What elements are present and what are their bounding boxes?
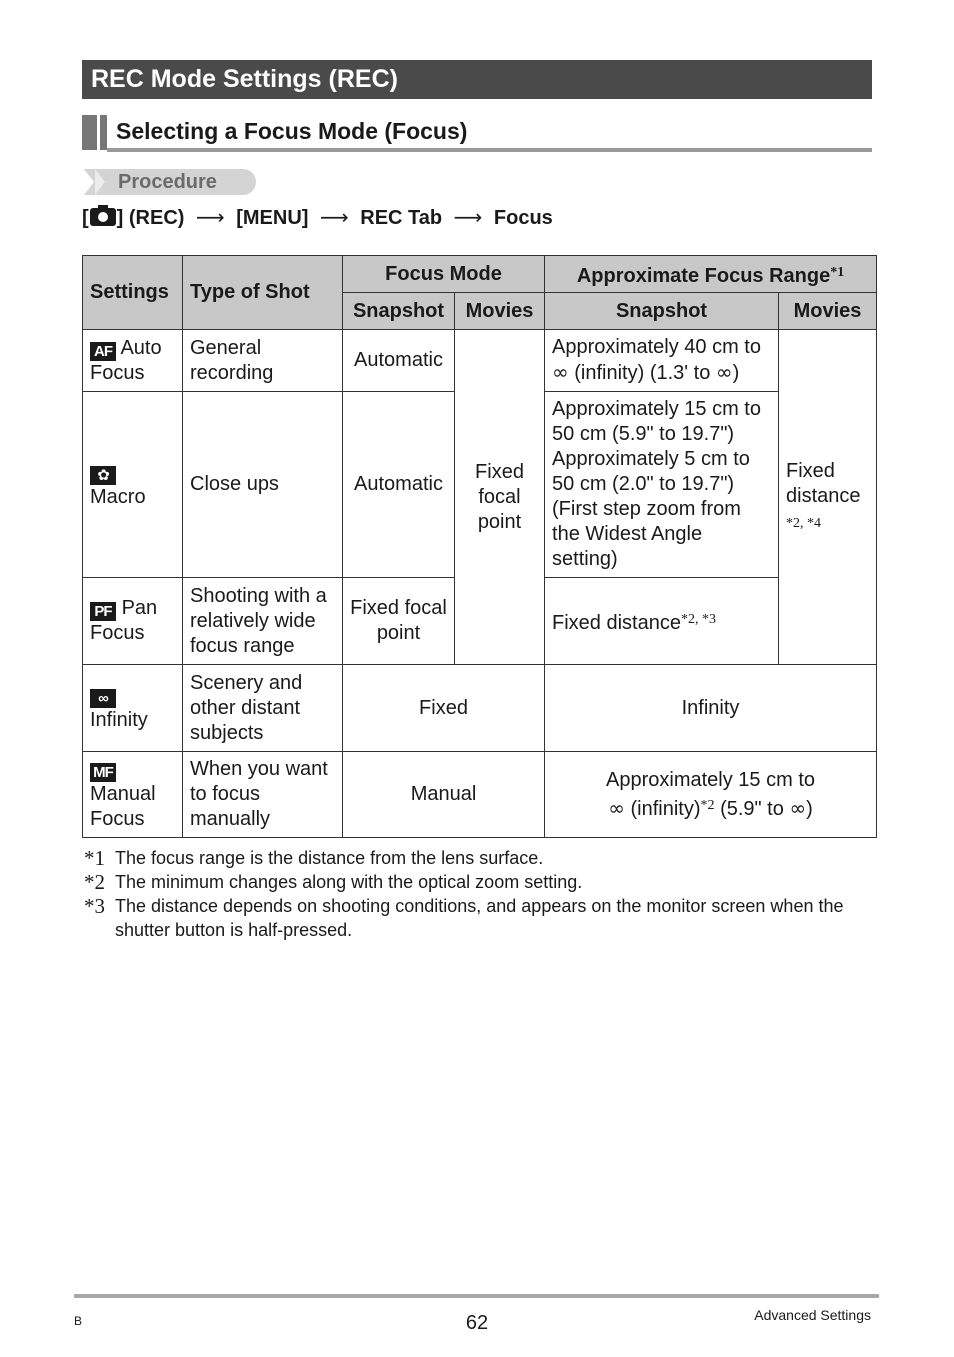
path-rec: ] (REC) — [116, 207, 185, 229]
procedure-badge — [84, 169, 256, 195]
movies-mode-cell — [455, 330, 545, 665]
setting-label: Focus — [90, 622, 145, 644]
footnote-ref: *2 — [700, 797, 715, 813]
header-movies: Movies — [455, 293, 545, 330]
range-text: (infinity) (1.3' to — [574, 362, 711, 384]
range-cell — [545, 752, 877, 838]
range-text: Approximately 15 cm to — [552, 398, 761, 420]
range-text: 50 cm (2.0" to 19.7") — [552, 473, 735, 495]
header-settings: Settings — [83, 256, 183, 330]
type-cell: Scenery and other distant subjects — [183, 665, 343, 752]
subsection-title: Selecting a Focus Mode (Focus) — [116, 118, 468, 144]
type-cell: General recording — [183, 330, 343, 392]
setting-cell — [83, 752, 183, 838]
range-text: (infinity) — [630, 797, 701, 820]
range-text: setting) — [552, 548, 618, 570]
header-snapshot: Snapshot — [545, 293, 779, 330]
range-text: the Widest Angle — [552, 523, 703, 545]
table-row — [83, 330, 877, 392]
range-text: Fixed distance — [552, 611, 681, 634]
snapshot-range-cell — [545, 392, 779, 578]
header-marker — [100, 115, 107, 150]
infinity-icon: ∞ — [552, 360, 569, 384]
footer-section-name: Advanced Settings — [754, 1307, 871, 1323]
range-text: 50 cm (5.9" to 19.7") — [552, 423, 735, 445]
table-row — [83, 665, 877, 752]
snapshot-mode-cell: Automatic — [343, 392, 455, 578]
footnotes — [84, 846, 874, 942]
header-approx-range-label: Approximate Focus Range — [576, 264, 831, 287]
chevron-icon — [84, 169, 94, 195]
movies-range-line: distance — [786, 484, 861, 507]
footnote-mark: *2 — [84, 870, 105, 894]
arrow-right-icon: ⟶ — [320, 207, 349, 229]
focus-mode-table — [82, 255, 877, 838]
manual-focus-icon: MF — [90, 763, 116, 782]
setting-cell — [83, 392, 183, 578]
header-focus-mode: Focus Mode — [343, 256, 545, 293]
infinity-icon: ∞ — [715, 360, 733, 384]
subsection-header — [82, 113, 872, 153]
setting-label: Pan — [121, 597, 158, 619]
header-snapshot: Snapshot — [343, 293, 455, 330]
footer-rule — [74, 1294, 879, 1298]
procedure-label: Procedure — [118, 171, 217, 193]
header-type-of-shot: Type of Shot — [183, 256, 343, 330]
setting-label: Manual Focus — [90, 783, 156, 830]
range-text: Approximately 40 cm to — [552, 336, 761, 358]
header-approx-range — [545, 256, 877, 293]
footnote — [84, 846, 874, 870]
footnote-ref: *2, *3 — [680, 611, 716, 627]
type-cell: Shooting with a relatively wide focus range — [183, 578, 343, 665]
focus-mode-cell: Manual — [343, 752, 545, 838]
snapshot-mode-cell: Automatic — [343, 330, 455, 392]
movies-mode-line: focal — [478, 485, 521, 508]
range-text: (5.9" to — [720, 797, 784, 820]
path-focus: Focus — [493, 207, 553, 229]
header-underline — [107, 148, 872, 152]
footnote — [84, 870, 874, 894]
infinity-icon: ∞ — [608, 795, 625, 820]
setting-cell — [83, 330, 183, 392]
path-open-bracket: [ — [82, 207, 89, 229]
pan-focus-icon: PF — [90, 602, 116, 621]
setting-label: Macro — [90, 485, 146, 508]
footnote-text: The focus range is the distance from the lens surface. — [115, 848, 544, 868]
range-cell: Infinity — [545, 665, 877, 752]
header-marker — [82, 115, 97, 150]
movies-mode-line: Fixed — [475, 460, 524, 483]
footnote-mark: *3 — [84, 894, 105, 918]
chevron-icon — [95, 169, 105, 195]
footnote-mark: *1 — [84, 846, 105, 870]
header-movies: Movies — [779, 293, 877, 330]
arrow-right-icon: ⟶ — [453, 207, 483, 229]
auto-focus-icon: AF — [90, 342, 116, 361]
snapshot-range-cell — [545, 578, 779, 665]
movies-range-line: Fixed — [786, 459, 835, 482]
path-rec-tab: REC Tab — [360, 207, 443, 229]
infinity-icon: ∞ — [789, 795, 807, 820]
snapshot-mode-cell: Fixed focal point — [343, 578, 455, 665]
type-cell: Close ups — [183, 392, 343, 578]
footnote-ref: *2, *4 — [786, 515, 822, 531]
footnote-text: The minimum changes along with the optical zoom setting. — [115, 872, 583, 892]
arrow-right-icon: ⟶ — [196, 207, 225, 229]
snapshot-range-cell — [545, 330, 779, 392]
focus-mode-cell: Fixed — [343, 665, 545, 752]
setting-label: Auto — [120, 336, 162, 359]
range-text: (First step zoom from — [552, 498, 741, 520]
camera-icon — [90, 208, 116, 226]
setting-cell — [83, 578, 183, 665]
range-text: Approximately 5 cm to — [552, 448, 750, 470]
footnote-ref: *1 — [830, 264, 845, 280]
type-cell: When you want to focus manually — [183, 752, 343, 838]
path-menu: [MENU] — [236, 207, 309, 229]
movies-mode-line: point — [477, 510, 522, 533]
page-number: 62 — [465, 1312, 489, 1334]
footer-code: B — [74, 1314, 83, 1328]
footnote — [84, 894, 874, 942]
range-text: ) — [806, 797, 813, 820]
movies-range-cell — [779, 330, 877, 665]
menu-path — [82, 204, 553, 232]
macro-flower-icon: ✿ — [90, 466, 116, 485]
range-text: ) — [732, 362, 740, 384]
setting-label: Infinity — [90, 709, 148, 731]
section-title: REC Mode Settings (REC) — [82, 60, 872, 99]
setting-cell — [83, 665, 183, 752]
infinity-icon: ∞ — [90, 689, 116, 708]
footnote-text: The distance depends on shooting conditions, and appears on the monitor screen when the shutter button is half-pressed. — [115, 896, 844, 940]
range-text: Approximately 15 cm to — [606, 768, 816, 791]
setting-label: Focus — [90, 361, 145, 384]
table-row — [83, 752, 877, 838]
